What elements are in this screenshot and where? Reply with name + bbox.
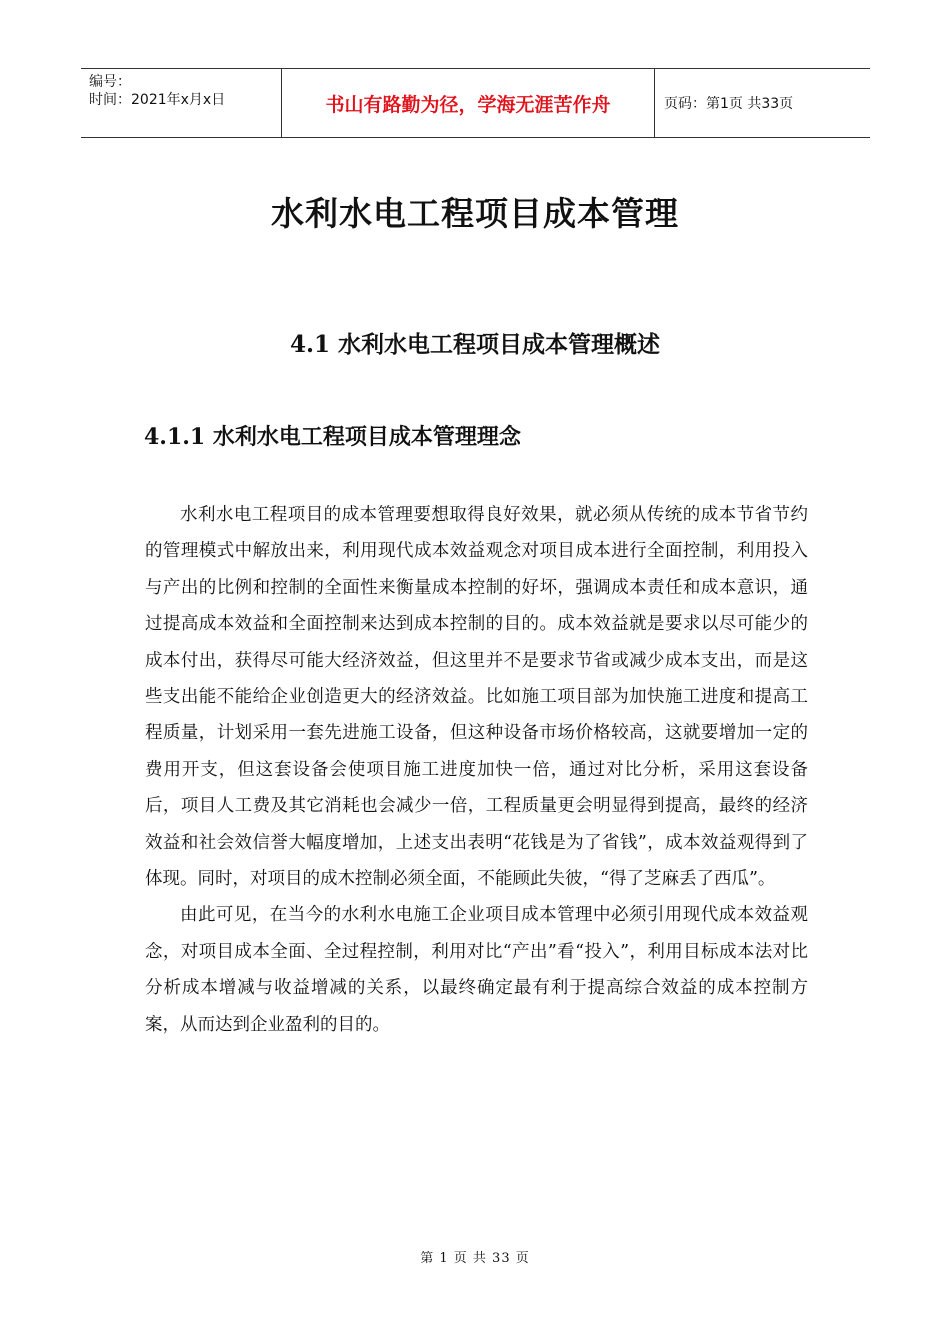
header-page-info: 页码：第1页 共33页	[664, 96, 794, 112]
body-paragraph: 由此可见，在当今的水利水电施工企业项目成本管理中必须引用现代成本效益观念，对项目成本全面、全过程控制，利用对比“产出”看“投入”，利用目标成本法对比分析成本增减与收益增减的关系，以最终确定最有利于提高综合效益的成本控制方案，从而达到企业盈利的目的。	[145, 905, 808, 1035]
header-number: 编号：	[89, 74, 131, 90]
document-body	[145, 497, 808, 1043]
document-header	[81, 68, 870, 138]
header-motto-cell	[281, 69, 655, 137]
page-footer: 第 1 页 共 33 页	[420, 1251, 530, 1266]
body-paragraph: 水利水电工程项目的成本管理要想取得良好效果，就必须从传统的成本节省节约的管理模式中解放出来，利用现代成本效益观念对项目成本进行全面控制，利用投入与产出的比例和控制的全面性来衡量成本控制的好坏，强调成本责任和成本意识，通过提高成本效益和全面控制来达到成本控制的目的。成本效益就是要求以尽可能少的成本付出，获得尽可能大经济效益，但这里并不是要求节省或减少成本支出，而是这些支出能不能给企业创造更大的经济效益。比如施工项目部为加快施工进度和提高工程质量，计划采用一套先进施工设备，但这种设备市场价格较高，这就要增加一定的费用开支，但这套设备会使项目施工进度加快一倍，通过对比分析，采用这套设备后，项目人工费及其它消耗也会减少一倍，工程质量更会明显得到提高，最终的经济效益和社会效信誉大幅度增加，上述支出表明“花钱是为了省钱”，成本效益观得到了体现。同时，对项目的成木控制必须全面，不能顾此失彼，“得了芝麻丢了西瓜”。	[145, 505, 808, 890]
document-title: 水利水电工程项目成本管理	[271, 194, 679, 233]
subsection-heading: 4.1.1 水利水电工程项目成本管理理念	[144, 424, 521, 450]
header-meta	[81, 69, 281, 137]
section-heading: 4.1 水利水电工程项目成本管理概述	[289, 331, 661, 358]
header-motto: 书山有路勤为径，学海无涯苦作舟	[325, 93, 611, 116]
header-time: 时间：2021年x月x日	[89, 92, 226, 108]
